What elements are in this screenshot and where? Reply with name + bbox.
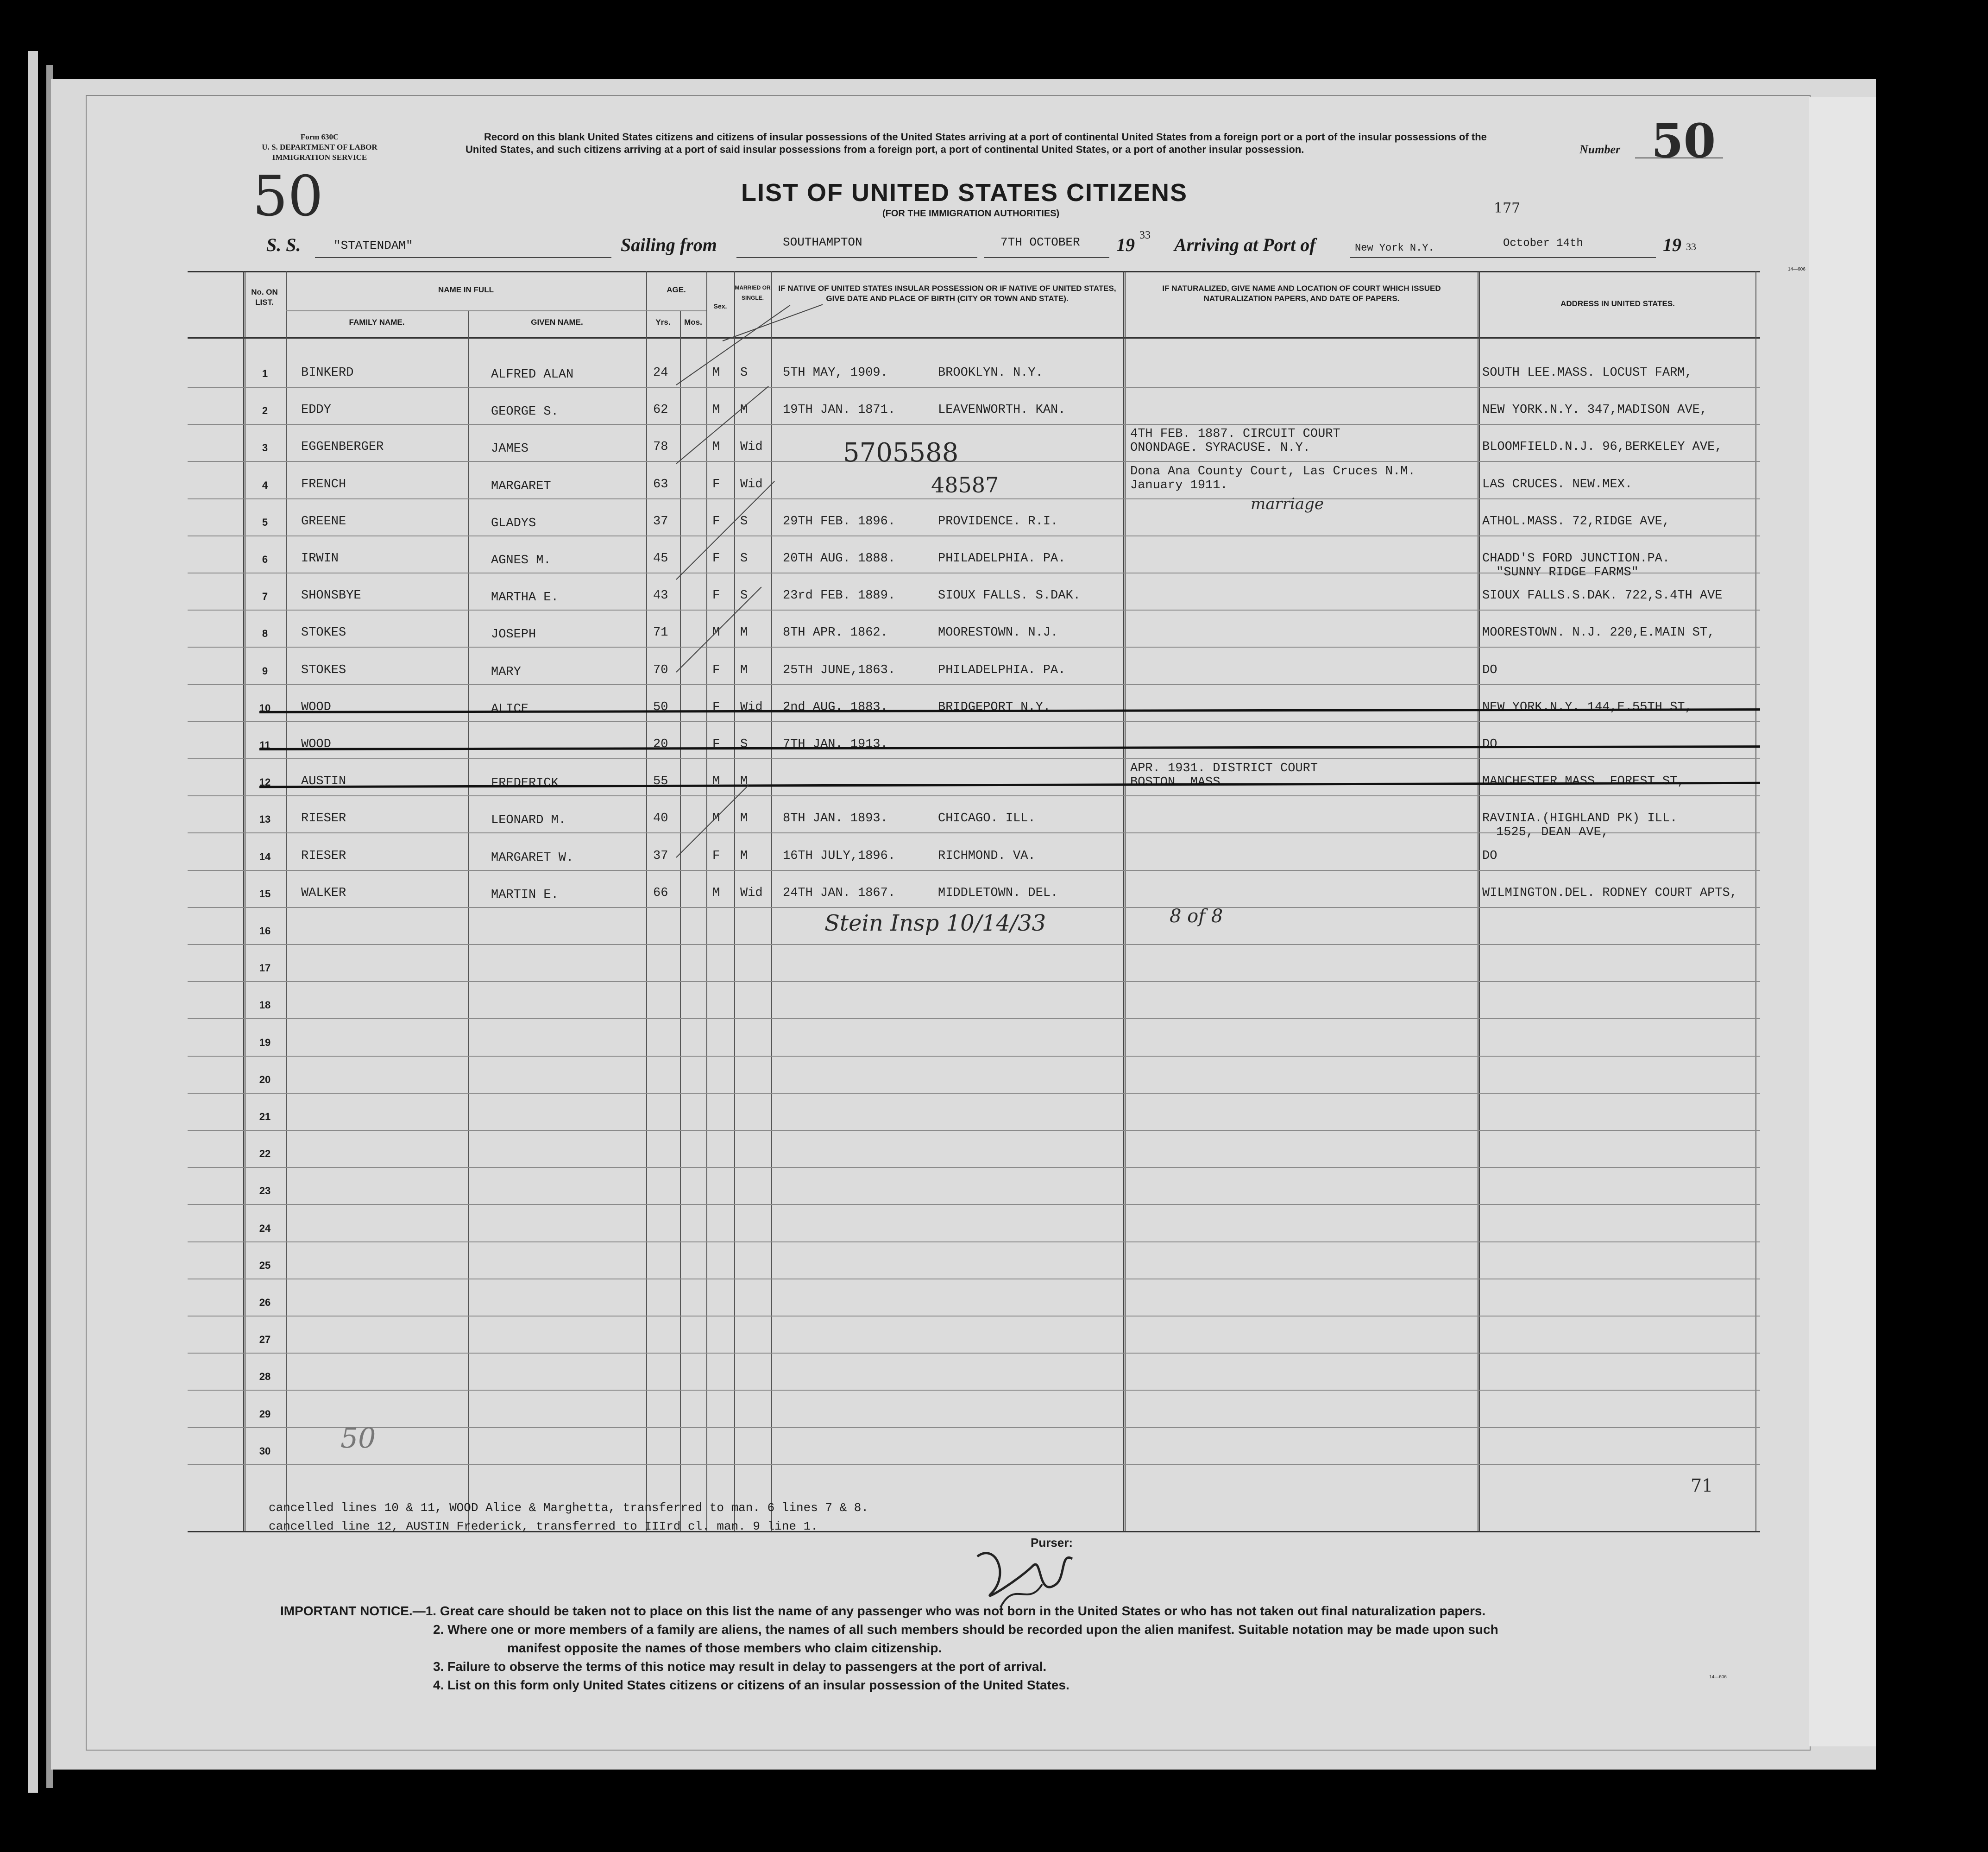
row-number: 14: [259, 851, 271, 863]
age-cell: 24: [653, 366, 668, 380]
given-name-cell: JOSEPH: [491, 628, 536, 642]
page-subtitle: (FOR THE IMMIGRATION AUTHORITIES): [882, 208, 1060, 219]
row-number: 22: [259, 1148, 271, 1159]
table-head-rule: [188, 337, 1760, 339]
given-name-cell: MARTHA E.: [491, 591, 559, 605]
age-cell: 71: [653, 626, 668, 640]
address-cell: LAS CRUCES. NEW.MEX.: [1482, 478, 1633, 491]
row-rule: [188, 1130, 1760, 1131]
arrival-year-suffix: 33: [1686, 241, 1696, 252]
binder-edge: [28, 51, 38, 1793]
row-rule: [188, 1167, 1760, 1168]
naturalization-cell: 4TH FEB. 1887. CIRCUIT COURT: [1130, 427, 1340, 441]
age-cell: 40: [653, 812, 668, 825]
sex-cell: F: [712, 849, 720, 863]
col-rule: [1123, 271, 1126, 1531]
col-header-age: AGE.: [667, 285, 686, 294]
row-number: 30: [259, 1445, 271, 1457]
row-number: 28: [259, 1371, 271, 1382]
col-rule: [771, 271, 772, 1531]
naturalization-cell-line2: BOSTON. MASS.: [1130, 775, 1228, 789]
row-rule: [188, 424, 1760, 425]
row-rule: [188, 647, 1760, 648]
row-number: 10: [259, 702, 271, 714]
col-header-months: Mos.: [684, 318, 702, 327]
address-cell: ATHOL.MASS. 72,RIDGE AVE,: [1482, 515, 1670, 529]
birth-place-cell: RICHMOND. VA.: [938, 849, 1036, 863]
ship-underline: [315, 257, 611, 258]
col-rule: [1478, 271, 1480, 1531]
birth-place-cell: MOORESTOWN. N.J.: [938, 626, 1058, 640]
family-name-cell: WOOD: [301, 700, 331, 714]
page-title: LIST OF UNITED STATES CITIZENS: [741, 179, 1188, 207]
handwritten-marriage-note: marriage: [1251, 495, 1324, 513]
sex-cell: F: [712, 589, 720, 603]
service-name: IMMIGRATION SERVICE: [272, 153, 367, 162]
marital-status-cell: S: [740, 589, 748, 603]
age-cell: 37: [653, 515, 668, 529]
col-header-no: No. ON LIST.: [251, 288, 278, 307]
form-code-block: [241, 132, 398, 163]
given-name-cell: GEORGE S.: [491, 405, 559, 419]
birth-date-cell: 2nd AUG. 1883.: [783, 700, 888, 714]
row-rule: [188, 1204, 1760, 1205]
birth-place-cell: BRIDGEPORT N.Y.: [938, 700, 1051, 714]
age-cell: 70: [653, 663, 668, 677]
row-number: 9: [262, 665, 268, 677]
row-number: 3: [262, 442, 268, 454]
arrival-port: New York N.Y.: [1355, 242, 1434, 254]
birth-date-cell: 24TH JAN. 1867.: [783, 886, 896, 900]
birth-date-cell: 7TH JAN. 1913.: [783, 737, 888, 751]
given-name-cell: GLADYS: [491, 517, 536, 530]
address-cell: BLOOMFIELD.N.J. 96,BERKELEY AVE,: [1482, 440, 1723, 454]
department-name: U. S. DEPARTMENT OF LABOR: [262, 143, 377, 151]
row-rule: [188, 1316, 1760, 1317]
row-number: 15: [259, 888, 271, 900]
row-number: 13: [259, 813, 271, 825]
col-header-family-name: FAMILY NAME.: [349, 318, 405, 327]
birth-date-cell: 8TH APR. 1862.: [783, 626, 888, 640]
birth-date-cell: 8TH JAN. 1893.: [783, 812, 888, 825]
row-number: 27: [259, 1334, 271, 1345]
row-number: 7: [262, 591, 268, 602]
handwritten-certificate-number: 5705588: [843, 438, 959, 468]
birth-place-cell: CHICAGO. ILL.: [938, 812, 1036, 825]
family-name-cell: RIESER: [301, 812, 346, 825]
given-name-cell: AGNES M.: [491, 554, 551, 567]
row-rule: [188, 1018, 1760, 1019]
row-number: 6: [262, 554, 268, 565]
age-cell: 78: [653, 440, 668, 454]
arrival-date: October 14th: [1503, 237, 1583, 250]
address-cell: MANCHESTER.MASS. FOREST ST,: [1482, 775, 1685, 788]
important-notice: [280, 1602, 1498, 1695]
given-name-cell: JAMES: [491, 442, 529, 456]
birth-place-cell: PROVIDENCE. R.I.: [938, 515, 1058, 529]
given-name-cell: MARTIN E.: [491, 888, 559, 902]
age-cell: 63: [653, 478, 668, 491]
age-cell: 50: [653, 700, 668, 714]
sex-cell: F: [712, 737, 720, 751]
inspector-code: 8 of 8: [1170, 906, 1223, 927]
marital-status-cell: M: [740, 812, 748, 825]
number-label: Number: [1579, 143, 1621, 156]
row-number: 16: [259, 925, 271, 937]
marital-status-cell: S: [740, 366, 748, 380]
row-number: 1: [262, 368, 268, 379]
row-rule: [188, 1353, 1760, 1354]
birth-date-cell: 25TH JUNE,1863.: [783, 663, 896, 677]
birth-place-cell: LEAVENWORTH. KAN.: [938, 403, 1066, 417]
row-number: 4: [262, 479, 268, 491]
row-rule: [188, 498, 1760, 499]
age-cell: 55: [653, 775, 668, 788]
family-name-cell: FRENCH: [301, 478, 346, 491]
purser-label: Purser:: [1031, 1536, 1073, 1550]
address-cell: DO: [1482, 737, 1497, 751]
inspector-stamp: Stein Insp 10/14/33: [824, 910, 1046, 936]
address-cell: MOORESTOWN. N.J. 220,E.MAIN ST,: [1482, 626, 1715, 640]
notice-item-4: 4. List on this form only United States citizens or citizens of an insular possession of the United States.: [433, 1678, 1069, 1692]
row-rule: [188, 721, 1760, 722]
handwritten-corner-number: 50: [252, 164, 323, 229]
row-rule: [188, 1093, 1760, 1094]
address-cell: SIOUX FALLS.S.DAK. 722,S.4TH AVE: [1482, 589, 1723, 603]
row-rule: [188, 387, 1760, 388]
sex-cell: F: [712, 478, 720, 491]
handwritten-certificate-number-2: 48587: [931, 472, 999, 498]
address-cell: RAVINIA.(HIGHLAND PK) ILL.: [1482, 812, 1678, 825]
row-rule: [188, 1241, 1760, 1242]
address-cell: DO: [1482, 663, 1497, 677]
marital-status-cell: M: [740, 849, 748, 863]
row-number: 11: [259, 739, 271, 751]
cancellation-note-1: cancelled lines 10 & 11, WOOD Alice & Marghetta, transferred to man. 6 lines 7 & 8.: [269, 1501, 869, 1515]
notice-item-2-continued: manifest opposite the names of those members who claim citizenship.: [507, 1641, 942, 1655]
marital-status-cell: M: [740, 663, 748, 677]
row-number: 24: [259, 1222, 271, 1234]
sailing-underline: [736, 257, 977, 258]
purser-signature: [968, 1538, 1079, 1612]
row-number: 18: [259, 999, 271, 1011]
sex-cell: M: [712, 775, 720, 788]
col-header-name: NAME IN FULL: [438, 285, 494, 294]
address-cell: NEW YORK.N.Y. 347,MADISON AVE,: [1482, 403, 1708, 417]
given-name-cell: FREDERICK: [491, 776, 559, 790]
age-cell: 43: [653, 589, 668, 603]
col-header-birth: IF NATIVE OF UNITED STATES INSULAR POSSESSION OR IF NATIVE OF UNITED STATES, GIVE DATE AND PLACE OF BIRTH (CITY OR TOWN AND STATE).: [778, 284, 1116, 303]
notice-item-1: —1. Great care should be taken not to place on this list the name of any passenger who was not born in the United States or who has not taken out final naturalization papers.: [412, 1604, 1486, 1618]
given-name-cell: ALFRED ALAN: [491, 368, 574, 382]
form-instructions: Record on this blank United States citizens and citizens of insular possessions of the United States arriving at a port of continental United States from a foreign port or a port of the insular possessions of the United States, and such citizens arriving at a port of said insular possessions from a foreign port, a port of continental United States, or a port of another insular possession.: [466, 131, 1487, 155]
address-cell: CHADD'S FORD JUNCTION.PA.: [1482, 552, 1670, 566]
col-rule: [680, 310, 681, 1531]
subheader-rule: [286, 310, 706, 311]
age-cell: 37: [653, 849, 668, 863]
list-number: 50: [1651, 113, 1716, 168]
col-rule: [286, 271, 287, 1531]
row-number: 2: [262, 405, 268, 416]
row-number: 23: [259, 1185, 271, 1197]
naturalization-cell: Dona Ana County Court, Las Cruces N.M.: [1130, 465, 1416, 479]
birth-place-cell: SIOUX FALLS. S.DAK.: [938, 589, 1081, 603]
sailing-label: Sailing from: [621, 234, 717, 255]
ship-name: "STATENDAM": [333, 239, 413, 252]
table-top-rule: [188, 271, 1760, 272]
bottom-form-reference: 14—606: [1709, 1675, 1727, 1680]
address-cell: WILMINGTON.DEL. RODNEY COURT APTS,: [1482, 886, 1737, 900]
naturalization-cell-line2: ONONDAGE. SYRACUSE. N.Y.: [1130, 441, 1310, 455]
sailing-port: SOUTHAMPTON: [783, 235, 862, 249]
form-code: Form 630C: [300, 132, 339, 141]
family-name-cell: EGGENBERGER: [301, 440, 384, 454]
birth-place-cell: BROOKLYN. N.Y.: [938, 366, 1043, 380]
family-name-cell: SHONSBYE: [301, 589, 361, 603]
row-rule: [188, 1464, 1760, 1465]
address-cell: SOUTH LEE.MASS. LOCUST FARM,: [1482, 366, 1692, 380]
marital-status-cell: M: [740, 403, 748, 417]
col-rule: [1755, 271, 1756, 1531]
row-number: 26: [259, 1297, 271, 1308]
col-rule: [706, 271, 707, 1531]
row-number: 20: [259, 1074, 271, 1085]
address-cell: DO: [1482, 849, 1497, 863]
col-rule: [646, 271, 647, 1531]
sex-cell: M: [712, 440, 720, 454]
cancellation-note-2: cancelled line 12, AUSTIN Frederick, transferred to IIIrd cl. man. 9 line 1.: [269, 1519, 818, 1533]
col-rule: [468, 310, 469, 1531]
given-name-cell: MARGARET W.: [491, 851, 574, 865]
sex-cell: F: [712, 663, 720, 677]
birth-date-cell: 19TH JAN. 1871.: [783, 403, 896, 417]
row-number: 25: [259, 1260, 271, 1271]
family-name-cell: GREENE: [301, 515, 346, 529]
age-cell: 45: [653, 552, 668, 566]
col-rule: [734, 271, 735, 1531]
row-rule: [188, 684, 1760, 685]
sex-cell: M: [712, 812, 720, 825]
family-name-cell: RIESER: [301, 849, 346, 863]
col-header-naturalized: IF NATURALIZED, GIVE NAME AND LOCATION OF COURT WHICH ISSUED NATURALIZATION PAPERS, AND DATE OF PAPERS.: [1162, 284, 1441, 303]
family-name-cell: EDDY: [301, 403, 331, 417]
date-underline: [984, 257, 1109, 258]
right-margin-strip: [1809, 97, 1876, 1746]
col-header-married: MARRIED OR SINGLE.: [735, 284, 771, 301]
sail-year-suffix: 33: [1139, 229, 1151, 241]
row-rule: [188, 535, 1760, 536]
marital-status-cell: M: [740, 626, 748, 640]
family-name-cell: STOKES: [301, 663, 346, 677]
row-rule: [188, 981, 1760, 982]
marital-status-cell: Wid: [740, 440, 763, 454]
notice-item-3: 3. Failure to observe the terms of this notice may result in delay to passengers at the port of arrival.: [433, 1659, 1047, 1674]
birth-date-cell: 20TH AUG. 1888.: [783, 552, 896, 566]
arriving-label: Arriving at Port of: [1174, 234, 1316, 255]
sex-cell: M: [712, 366, 720, 380]
given-name-cell: MARY: [491, 665, 521, 679]
row-number: 21: [259, 1111, 271, 1122]
family-name-cell: WALKER: [301, 886, 346, 900]
family-name-cell: IRWIN: [301, 552, 339, 566]
row-rule: [188, 758, 1760, 759]
family-name-cell: BINKERD: [301, 366, 354, 380]
row-rule: [188, 795, 1760, 796]
ss-label: S. S.: [266, 234, 301, 255]
family-name-cell: WOOD: [301, 737, 331, 751]
row-rule: [188, 870, 1760, 871]
sex-cell: F: [712, 552, 720, 566]
sex-cell: M: [712, 403, 720, 417]
birth-date-cell: 29TH FEB. 1896.: [783, 515, 896, 529]
marital-status-cell: Wid: [740, 886, 763, 900]
given-name-cell: ALICE: [491, 702, 529, 716]
row-rule: [188, 1427, 1760, 1428]
sex-cell: F: [712, 515, 720, 529]
row-number: 19: [259, 1037, 271, 1048]
notice-item-2: 2. Where one or more members of a family are aliens, the names of all such members should be recorded upon the alien manifest. Suitable notation may be made upon such: [433, 1622, 1498, 1637]
notice-label: IMPORTANT NOTICE.: [280, 1604, 413, 1618]
age-cell: 62: [653, 403, 668, 417]
sex-cell: M: [712, 626, 720, 640]
birth-date-cell: 23rd FEB. 1889.: [783, 589, 896, 603]
row-number: 5: [262, 517, 268, 528]
marital-status-cell: S: [740, 552, 748, 566]
address-cell-line2: "SUNNY RIDGE FARMS": [1496, 566, 1639, 580]
marital-status-cell: Wid: [740, 478, 763, 491]
col-header-sex: Sex.: [713, 302, 727, 310]
birth-date-cell: 16TH JULY,1896.: [783, 849, 896, 863]
sail-year-prefix: 19: [1116, 234, 1135, 255]
row-rule: [188, 1390, 1760, 1391]
arrival-year-prefix: 19: [1663, 234, 1681, 255]
print-reference: 14—606: [1788, 267, 1806, 272]
birth-place-cell: PHILADELPHIA. PA.: [938, 663, 1066, 677]
page-corner-number: 71: [1691, 1475, 1713, 1496]
page-reference: 177: [1494, 200, 1521, 216]
sex-cell: M: [712, 886, 720, 900]
birth-place-cell: MIDDLETOWN. DEL.: [938, 886, 1058, 900]
row-rule: [188, 944, 1760, 945]
birth-place-cell: PHILADELPHIA. PA.: [938, 552, 1066, 566]
age-cell: 66: [653, 886, 668, 900]
arrival-underline: [1350, 257, 1656, 258]
family-name-cell: AUSTIN: [301, 775, 346, 788]
family-name-cell: STOKES: [301, 626, 346, 640]
naturalization-cell-line2: January 1911.: [1130, 479, 1228, 492]
row-rule: [188, 610, 1760, 611]
marital-status-cell: M: [740, 775, 748, 788]
col-header-address: ADDRESS IN UNITED STATES.: [1560, 299, 1675, 308]
col-rule: [243, 271, 245, 1531]
age-cell: 20: [653, 737, 668, 751]
sex-cell: F: [712, 700, 720, 714]
col-header-given-name: GIVEN NAME.: [531, 318, 583, 327]
sailing-date: 7TH OCTOBER: [1000, 235, 1080, 249]
given-name-cell: LEONARD M.: [491, 813, 566, 827]
given-name-cell: MARGARET: [491, 479, 551, 493]
address-cell: NEW YORK.N.Y. 144,E.55TH ST,: [1482, 700, 1692, 714]
row-number: 17: [259, 962, 271, 974]
row-rule: [188, 907, 1760, 908]
marital-status-cell: Wid: [740, 700, 763, 714]
row-number: 29: [259, 1408, 271, 1420]
address-cell-line2: 1525, DEAN AVE,: [1496, 825, 1609, 839]
row-number: 8: [262, 628, 268, 639]
marital-status-cell: S: [740, 515, 748, 529]
birth-date-cell: 5TH MAY, 1909.: [783, 366, 888, 380]
marital-status-cell: S: [740, 737, 748, 751]
col-header-years: Yrs.: [655, 318, 671, 327]
row-rule: [188, 1056, 1760, 1057]
row-rule: [188, 461, 1760, 462]
pencil-count-mark: 50: [340, 1422, 376, 1455]
row-number: 12: [259, 776, 271, 788]
naturalization-cell: APR. 1931. DISTRICT COURT: [1130, 762, 1318, 775]
